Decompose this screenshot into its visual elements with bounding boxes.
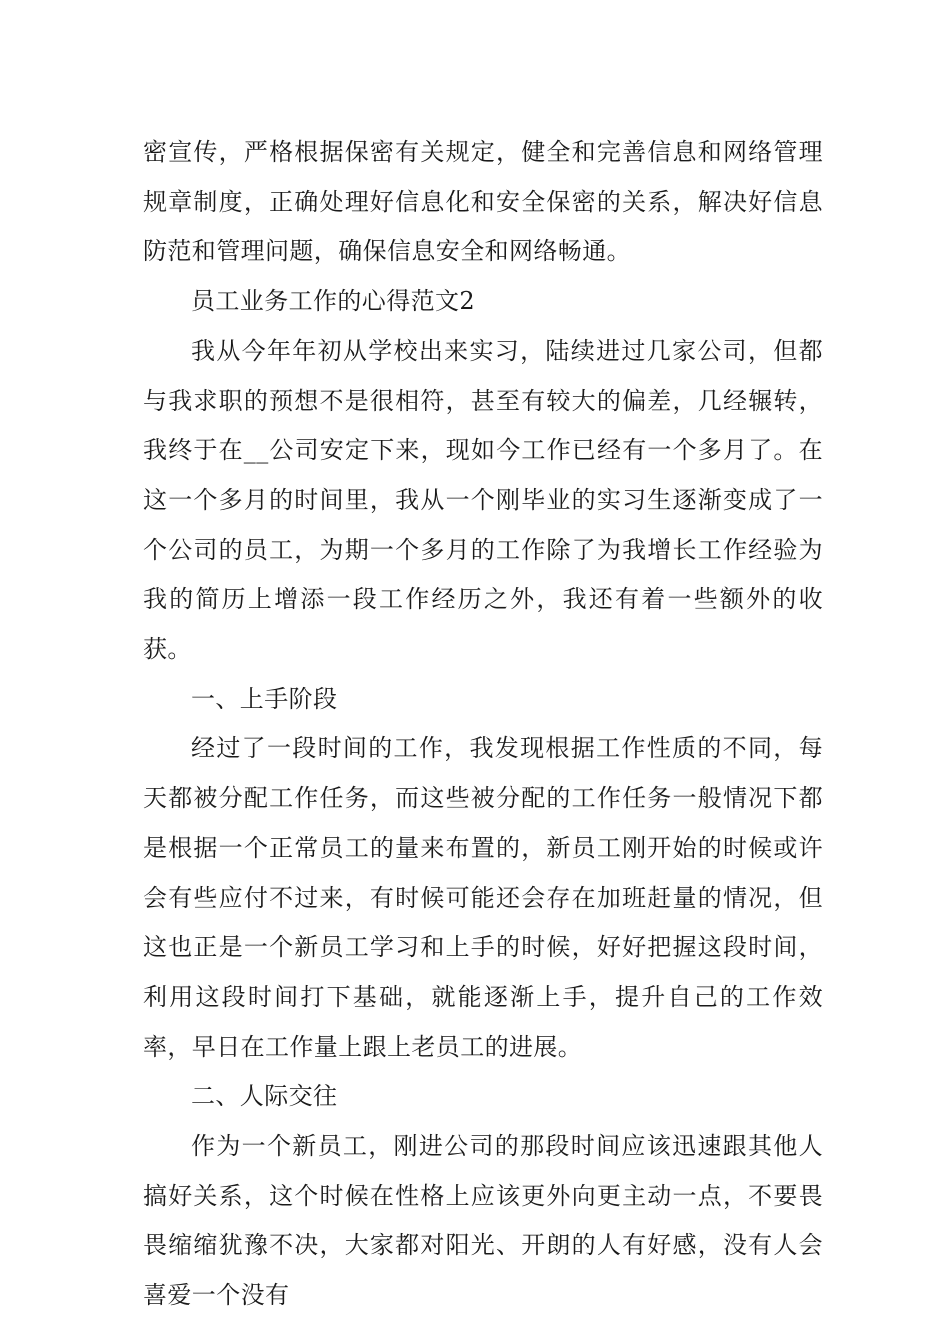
- paragraph-continuation: 密宣传，严格根据保密有关规定，健全和完善信息和网络管理规章制度，正确处理好信息化和安全保密的关系，解决好信息防范和管理问题，确保信息安全和网络畅通。: [143, 138, 823, 266]
- section-heading-2: 二、人际交往: [191, 1082, 338, 1111]
- paragraph-section-2: 作为一个新员工，刚进公司的那段时间应该迅速跟其他人搞好关系，这个时候在性格上应该更外向更主动一点，不要畏畏缩缩犹豫不决，大家都对阳光、开朗的人有好感，没有人会喜爱一个没有: [143, 1132, 823, 1310]
- section-title: 员工业务工作的心得范文2: [191, 287, 476, 316]
- paragraph-section-1: 经过了一段时间的工作，我发现根据工作性质的不同，每天都被分配工作任务，而这些被分配的工作任务一般情况下都是根据一个正常员工的量来布置的，新员工刚开始的时候或许会有些应付不过来，有时候可能还会存在加班赶量的情况，但这也正是一个新员工学习和上手的时候，好好把握这段时间，利用这段时间打下基础，就能逐渐上手，提升自己的工作效率，早日在工作量上跟上老员工的进展。: [143, 734, 823, 1061]
- paragraph-intro: 我从今年年初从学校出来实习，陆续进过几家公司，但都与我求职的预想不是很相符，甚至有较大的偏差，几经辗转，我终于在__公司安定下来，现如今工作已经有一个多月了。在这一个多月的时间里，我从一个刚毕业的实习生逐渐变成了一个公司的员工，为期一个多月的工作除了为我增长工作经验为我的简历上增添一段工作经历之外，我还有着一些额外的收获。: [143, 336, 823, 664]
- section-heading-1: 一、上手阶段: [191, 684, 338, 713]
- document-body: [143, 128, 823, 1321]
